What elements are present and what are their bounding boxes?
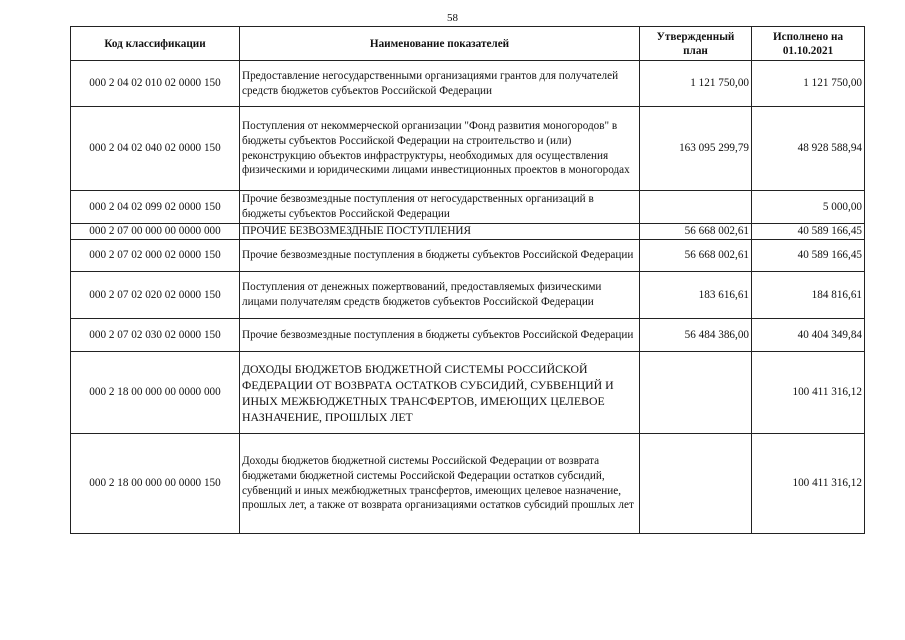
row-code: 000 2 07 02 030 02 0000 150 (71, 319, 240, 352)
page-number: 58 (447, 12, 458, 24)
row-code: 000 2 04 02 010 02 0000 150 (71, 61, 240, 107)
table-row (71, 434, 865, 534)
table-row (71, 191, 865, 224)
row-plan: 56 668 002,61 (640, 240, 752, 272)
row-plan: 1 121 750,00 (640, 61, 752, 107)
row-plan: 163 095 299,79 (640, 107, 752, 191)
table-body (71, 61, 865, 534)
table-row (71, 224, 865, 240)
row-plan: 183 616,61 (640, 272, 752, 319)
header-done-line2: 01.10.2021 (782, 44, 834, 57)
row-plan (640, 191, 752, 224)
row-code: 000 2 07 02 000 02 0000 150 (71, 240, 240, 272)
row-name: Прочие безвозмездные поступления в бюджеты субъектов Российской Федерации (240, 319, 640, 352)
row-done: 40 404 349,84 (752, 319, 865, 352)
row-code: 000 2 04 02 040 02 0000 150 (71, 107, 240, 191)
row-name: ДОХОДЫ БЮДЖЕТОВ БЮДЖЕТНОЙ СИСТЕМЫ РОССИЙСКОЙ ФЕДЕРАЦИИ ОТ ВОЗВРАТА ОСТАТКОВ СУБСИДИЙ, СУБВЕНЦИЙ И ИНЫХ МЕЖБЮДЖЕТНЫХ ТРАНСФЕРТОВ, ИМЕЮЩИХ ЦЕЛЕВОЕ НАЗНАЧЕНИЕ, ПРОШЛЫХ ЛЕТ (240, 352, 640, 434)
row-name: Поступления от некоммерческой организации "Фонд развития моногородов" в бюджеты субъектов Российской Федерации на строительство и (или) реконструкцию объектов инфраструктуры, необходимых для осуществления физическими и юридическими лицами инвестиционных проектов в моногородах (240, 107, 640, 191)
row-done: 100 411 316,12 (752, 352, 865, 434)
row-plan: 56 668 002,61 (640, 224, 752, 240)
header-done (752, 27, 865, 61)
row-code: 000 2 04 02 099 02 0000 150 (71, 191, 240, 224)
header-done-line1: Исполнено на (772, 30, 844, 43)
row-name: ПРОЧИЕ БЕЗВОЗМЕЗДНЫЕ ПОСТУПЛЕНИЯ (240, 224, 640, 240)
row-done: 100 411 316,12 (752, 434, 865, 534)
row-name: Прочие безвозмездные поступления от негосударственных организаций в бюджеты субъектов Российской Федерации (240, 191, 640, 224)
header-row (71, 27, 865, 61)
header-plan-line2: план (683, 44, 708, 57)
row-done: 40 589 166,45 (752, 224, 865, 240)
row-name: Прочие безвозмездные поступления в бюджеты субъектов Российской Федерации (240, 240, 640, 272)
header-plan (640, 27, 752, 61)
header-name-label: Наименование показателей (369, 37, 510, 50)
header-plan-line1: Утвержденный (656, 30, 735, 43)
row-done: 1 121 750,00 (752, 61, 865, 107)
header-code-label: Код классификации (104, 37, 206, 50)
row-name: Предоставление негосударственными организациями грантов для получателей средств бюджетов субъектов Российской Федерации (240, 61, 640, 107)
table-header (71, 27, 865, 61)
header-code (71, 27, 240, 61)
row-code: 000 2 07 00 000 00 0000 000 (71, 224, 240, 240)
table-row (71, 352, 865, 434)
row-done: 48 928 588,94 (752, 107, 865, 191)
row-done: 184 816,61 (752, 272, 865, 319)
row-done: 5 000,00 (752, 191, 865, 224)
table-row (71, 107, 865, 191)
row-name: Доходы бюджетов бюджетной системы Российской Федерации от возврата бюджетами бюджетной системы Российской Федерации остатков субсидий, субвенций и иных межбюджетных трансфертов, имеющих целевое назначение, прошлых лет, а также от возврата организациями остатков субсидий прошлых лет (240, 434, 640, 534)
row-code: 000 2 07 02 020 02 0000 150 (71, 272, 240, 319)
table-row (71, 272, 865, 319)
row-code: 000 2 18 00 000 00 0000 000 (71, 352, 240, 434)
revenue-table (70, 26, 865, 534)
row-name: Поступления от денежных пожертвований, предоставляемых физическими лицами получателям средств бюджетов субъектов Российской Федерации (240, 272, 640, 319)
row-plan (640, 352, 752, 434)
row-plan (640, 434, 752, 534)
table-row (71, 319, 865, 352)
table-row (71, 61, 865, 107)
header-name (240, 27, 640, 61)
row-done: 40 589 166,45 (752, 240, 865, 272)
row-plan: 56 484 386,00 (640, 319, 752, 352)
row-code: 000 2 18 00 000 00 0000 150 (71, 434, 240, 534)
table-row (71, 240, 865, 272)
